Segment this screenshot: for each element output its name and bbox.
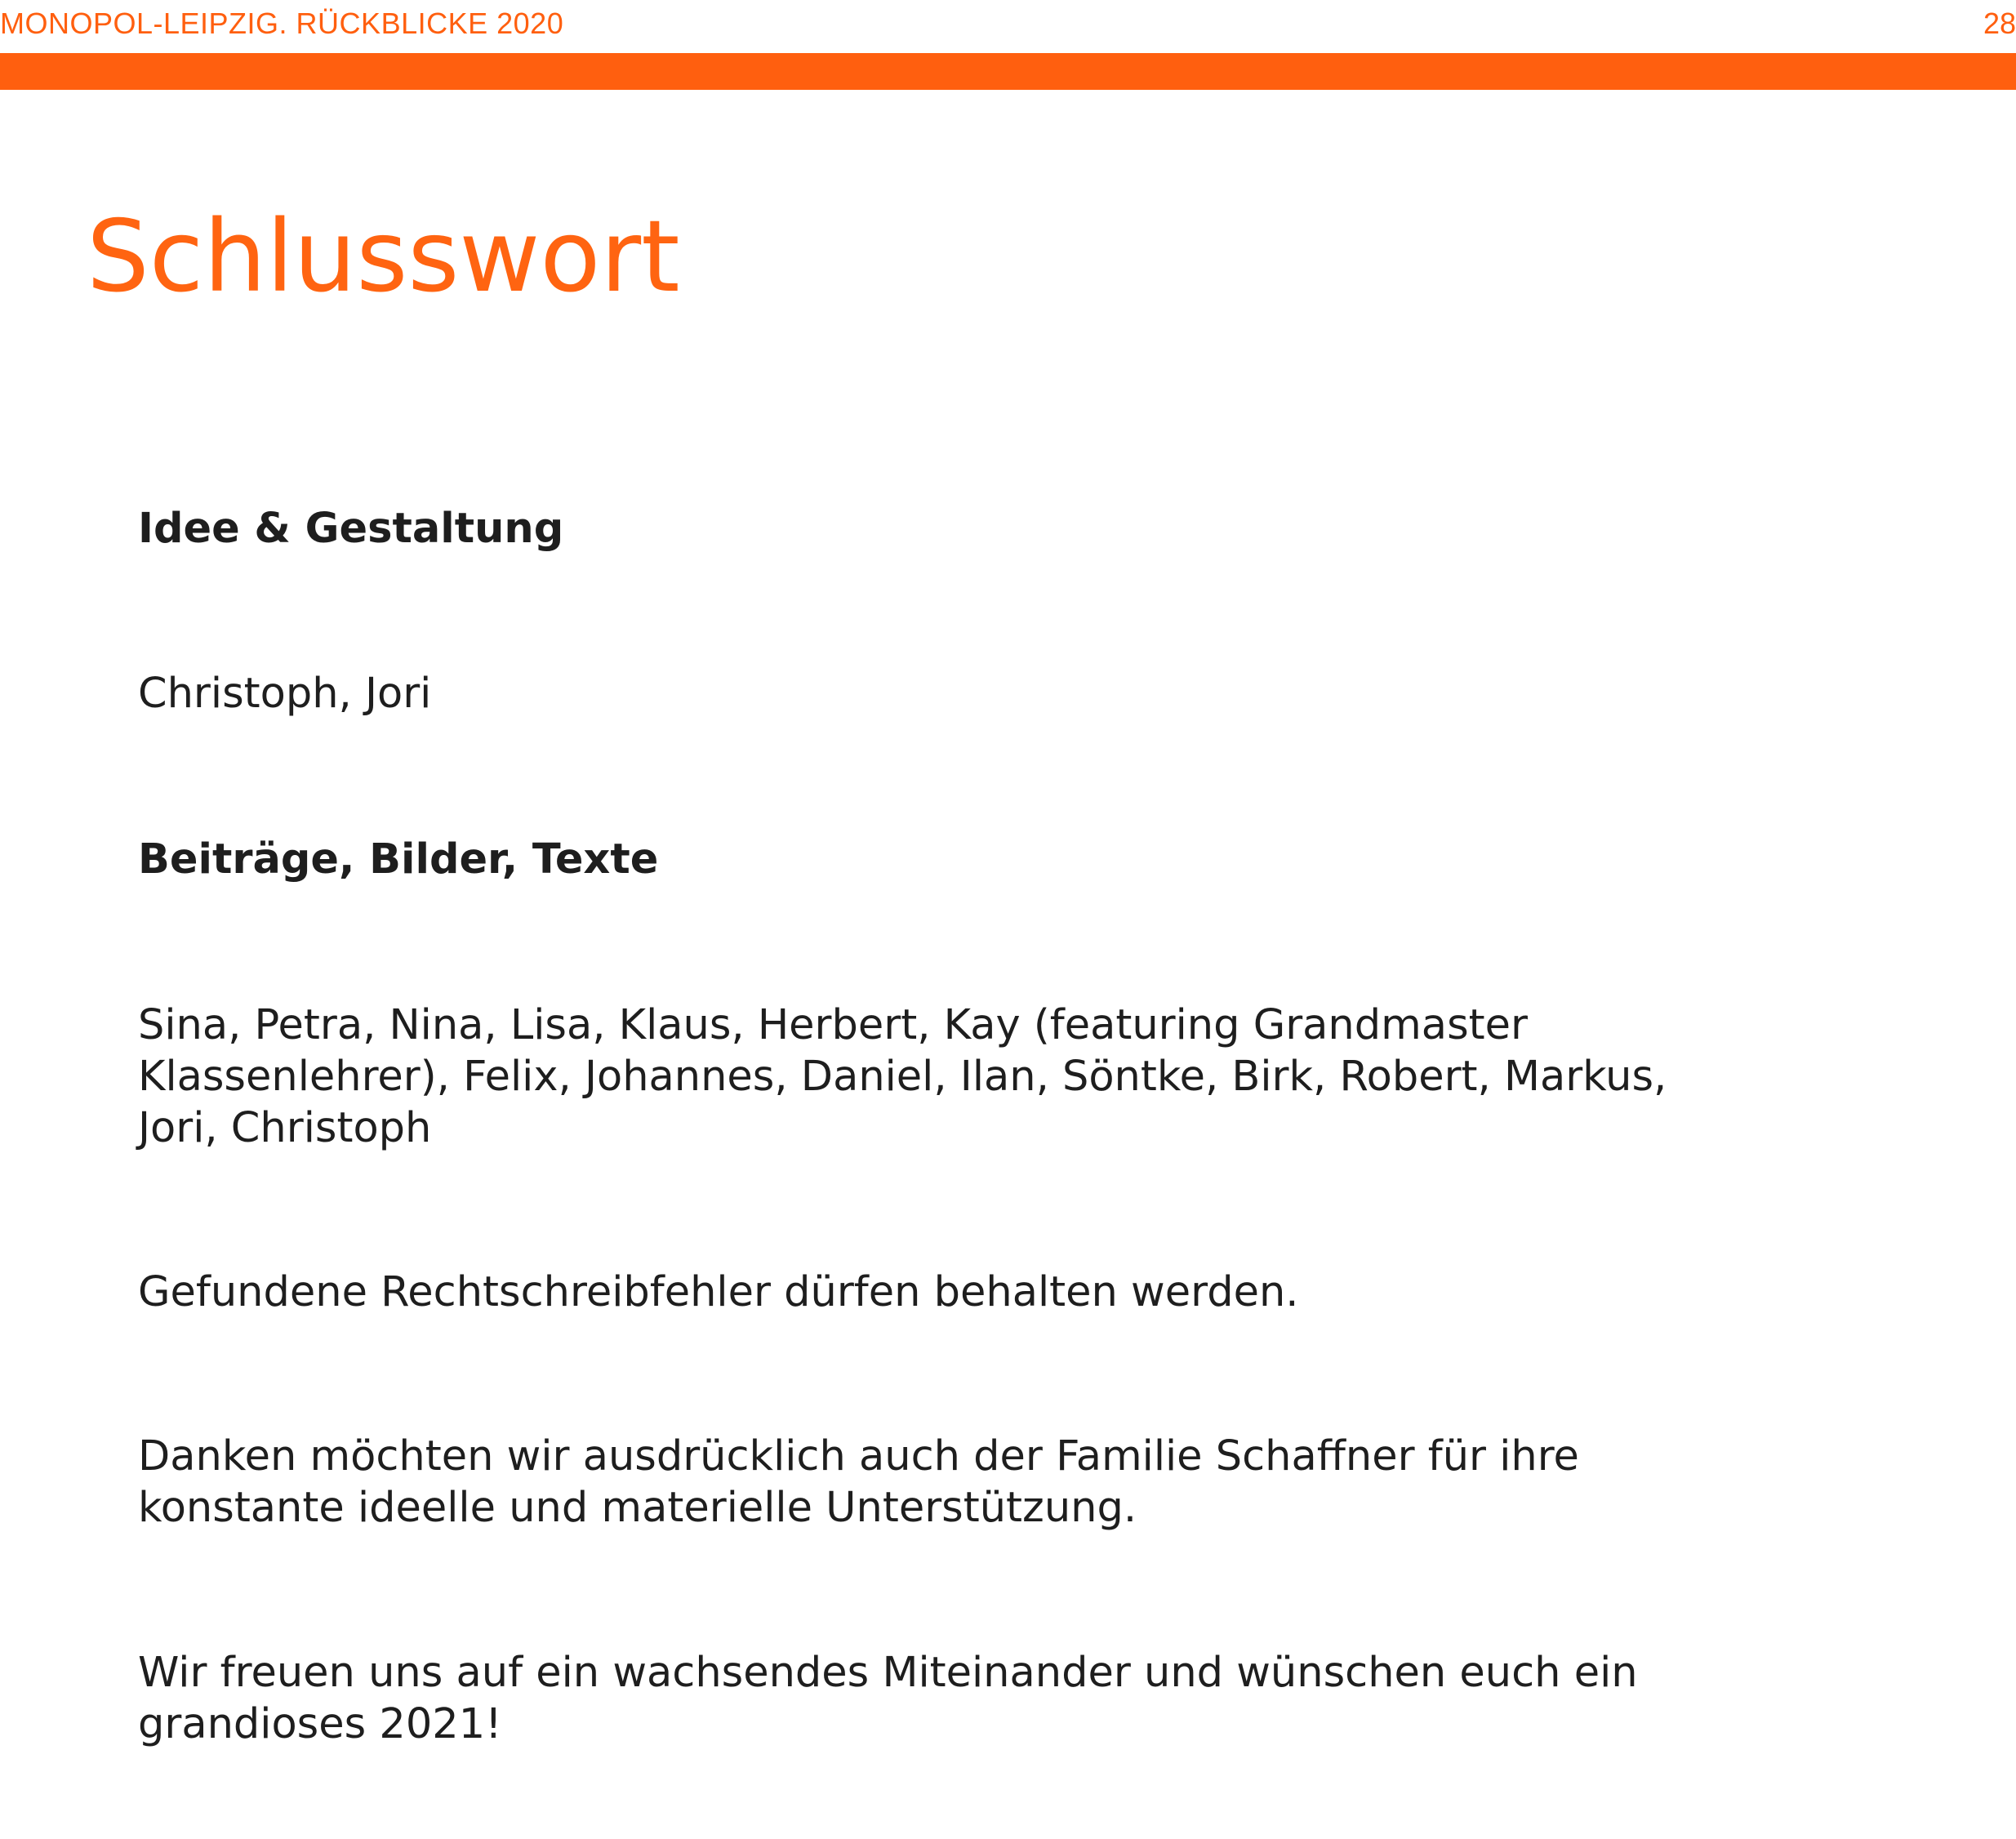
page-number: 28 xyxy=(1983,7,2016,40)
idea-names: Christoph, Jori xyxy=(138,670,432,718)
thanks-line-2: konstante ideelle und materielle Unterstützung. xyxy=(138,1484,1137,1532)
header-rule xyxy=(0,53,2016,90)
thanks-line-1: Danken möchten wir ausdrücklich auch der Familie Schaffner für ihre xyxy=(138,1432,1579,1481)
running-header-title: MONOPOL-LEIPZIG. RÜCKBLICKE 2020 xyxy=(0,7,564,40)
contributions-line-1: Sina, Petra, Nina, Lisa, Klaus, Herbert, Kay (featuring Grandmaster xyxy=(138,1001,1528,1049)
page-title: Schlusswort xyxy=(87,199,680,314)
contributions-line-2: Klassenlehrer), Felix, Johannes, Daniel, Ilan, Söntke, Birk, Robert, Markus, xyxy=(138,1053,1667,1101)
contributions-heading: Beiträge, Bilder, Texte xyxy=(138,835,659,884)
closing-line-2: grandioses 2021! xyxy=(138,1700,502,1748)
closing-line-1: Wir freuen uns auf ein wachsendes Miteinander und wünschen euch ein xyxy=(138,1649,1638,1697)
contributions-line-3: Jori, Christoph xyxy=(138,1104,432,1152)
idea-heading: Idee & Gestaltung xyxy=(138,505,564,553)
typos-note: Gefundene Rechtschreibfehler dürfen behalten werden. xyxy=(138,1268,1299,1316)
